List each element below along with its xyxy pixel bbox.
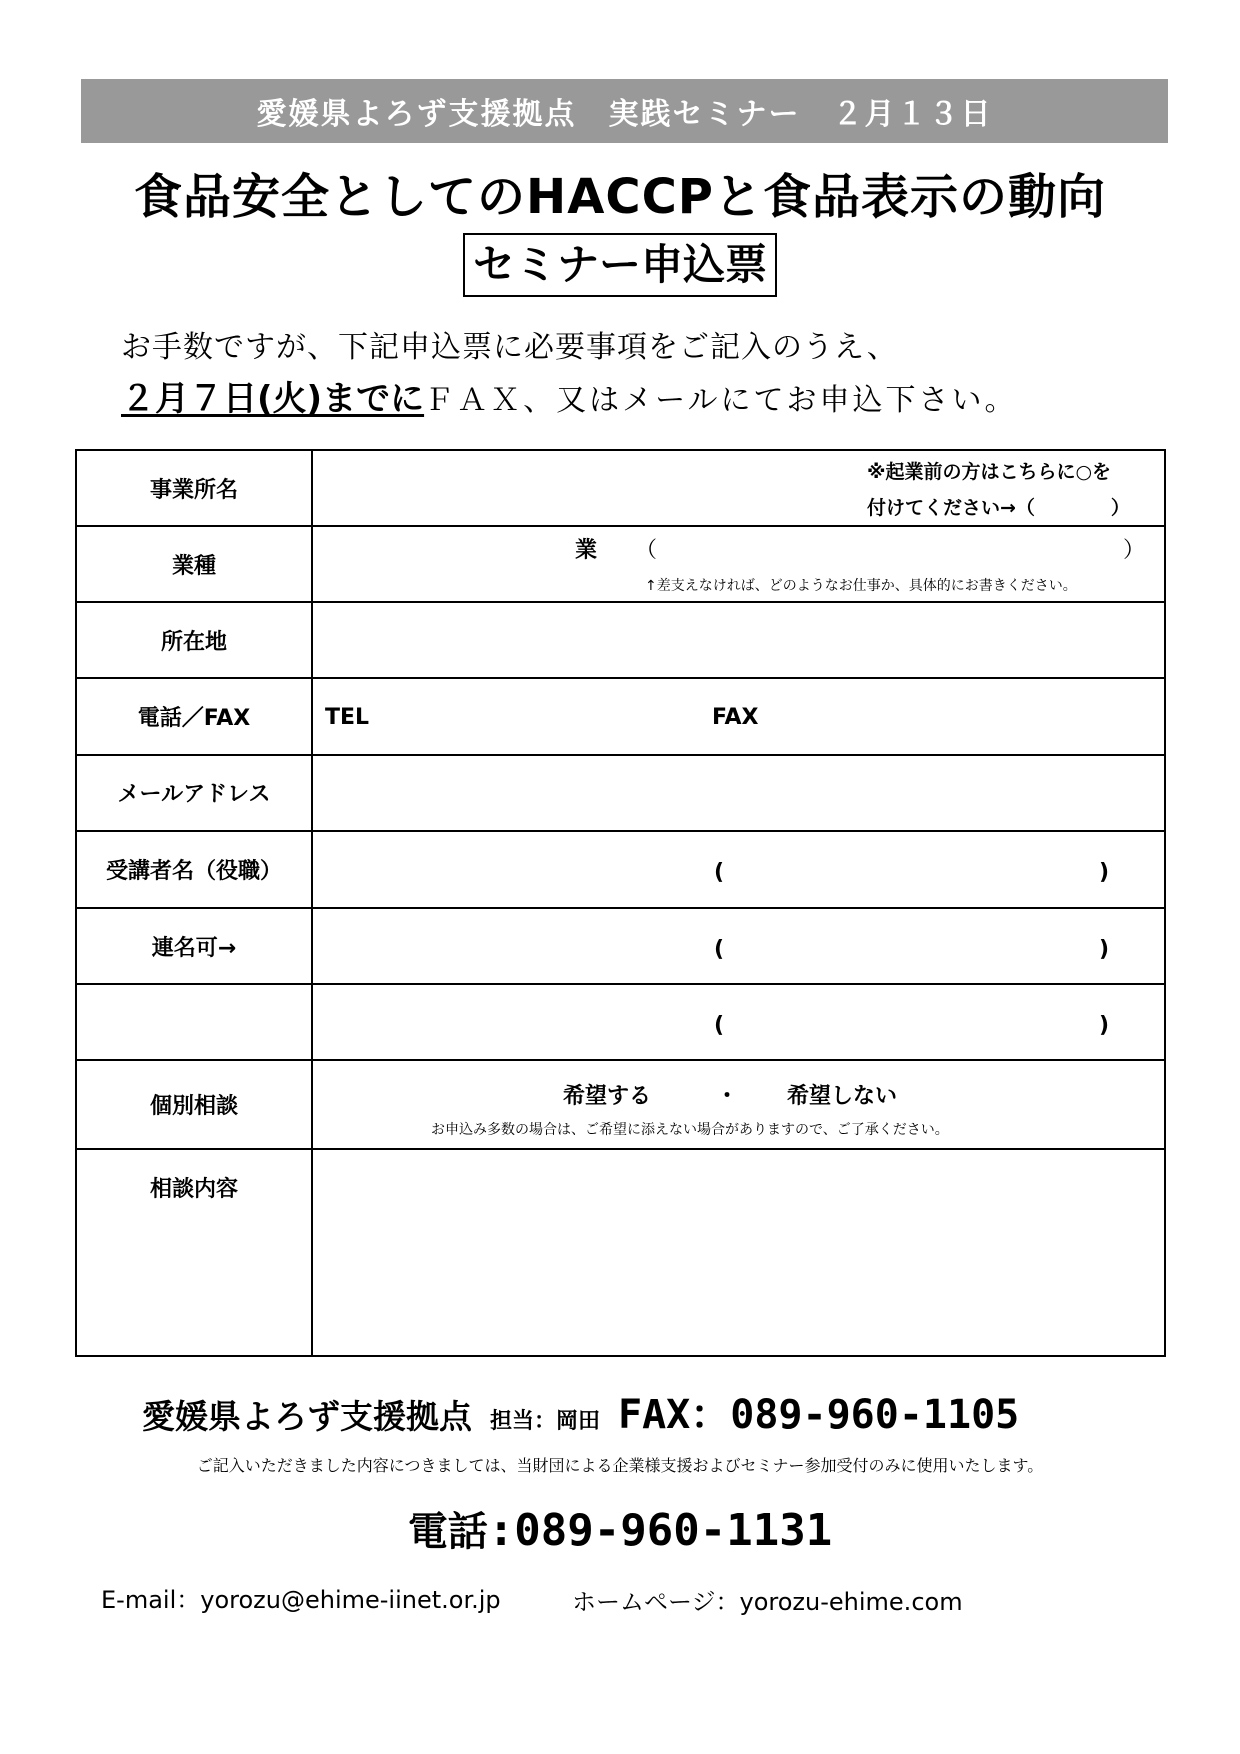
phone-fax-label: 電話／FAX	[76, 678, 312, 754]
consultation-option-yes[interactable]: 希望する	[563, 1084, 652, 1110]
attendee-open-paren: (	[714, 859, 725, 885]
consultation-note: お申込み多数の場合は、ご希望に添えない場合がありますので、ご了承ください。	[431, 1122, 949, 1139]
attendee-close-paren: )	[1099, 859, 1110, 885]
row-email	[76, 755, 1165, 831]
form-subtitle: セミナー申込票	[463, 233, 777, 297]
consultation-field	[312, 1060, 1165, 1149]
pre-startup-note-2: 付けてください→（ ）	[867, 497, 1130, 519]
industry-suffix: 業	[575, 538, 598, 564]
footer-email[interactable]: E-mail：yorozu@ehime-iinet.or.jp	[101, 1586, 501, 1614]
row-address	[76, 602, 1165, 678]
attendee-2-close-paren: )	[1099, 936, 1110, 962]
footer-fax-number: FAX：089-960-1105	[618, 1392, 1020, 1438]
row-business-name	[76, 450, 1165, 526]
seminar-banner: 愛媛県よろず支援拠点 実践セミナー ２月１３日	[81, 79, 1168, 143]
industry-field[interactable]	[312, 526, 1165, 602]
application-form-table	[75, 449, 1166, 1357]
tel-number: :089-960-1131	[487, 1505, 833, 1556]
consultation-content-label: 相談内容	[76, 1149, 312, 1356]
row-attendee-2	[76, 908, 1165, 984]
row-industry	[76, 526, 1165, 602]
attendee-2-open-paren: (	[714, 936, 725, 962]
phone-fax-field[interactable]	[312, 678, 1165, 754]
business-name-label: 事業所名	[76, 450, 312, 526]
address-label: 所在地	[76, 602, 312, 678]
row-attendee-3	[76, 984, 1165, 1060]
attendee-3-open-paren: (	[714, 1013, 725, 1039]
footer-contact-line	[142, 1383, 1019, 1440]
consultation-label: 個別相談	[76, 1060, 312, 1149]
consultation-option-no[interactable]: 希望しない	[787, 1084, 898, 1110]
attendee-field[interactable]	[312, 831, 1165, 908]
privacy-notice: ご記入いただきました内容につきましては、当財団による企業様支援およびセミナー参加受付のみに使用いたします。	[196, 1456, 1044, 1475]
intro-line-2-rest: ＦＡＸ、又はメールにてお申込下さい。	[424, 383, 1018, 418]
consultation-separator: ・	[716, 1084, 739, 1110]
footer-telephone	[0, 1500, 1240, 1557]
attendee-3-field[interactable]	[312, 984, 1165, 1060]
address-field[interactable]	[312, 602, 1165, 678]
industry-note: ↑差支えなければ、どのようなお仕事か、具体的にお書きください。	[645, 578, 1077, 595]
attendee-3-label	[76, 984, 312, 1060]
page-title: 食品安全としてのHACCPと食品表示の動向	[134, 169, 1106, 225]
attendee-2-field[interactable]	[312, 908, 1165, 984]
intro-line-2	[121, 371, 1017, 420]
row-phone-fax	[76, 678, 1165, 754]
email-field[interactable]	[312, 755, 1165, 831]
row-attendee	[76, 831, 1165, 908]
tel-label: 電話	[407, 1509, 488, 1555]
tel-prefix: TEL	[325, 705, 370, 731]
consultation-content-field[interactable]	[312, 1149, 1165, 1356]
fax-prefix: FAX	[712, 705, 759, 731]
row-consultation	[76, 1060, 1165, 1149]
industry-label: 業種	[76, 526, 312, 602]
footer-contact-person: 担当：岡田	[490, 1409, 601, 1434]
attendee-3-close-paren: )	[1099, 1013, 1110, 1039]
intro-line-1: お手数ですが、下記申込票に必要事項をご記入のうえ、	[121, 330, 898, 365]
business-name-field[interactable]	[312, 450, 1165, 526]
industry-close-paren: ）	[1123, 538, 1146, 564]
footer-org-name: 愛媛県よろず支援拠点	[142, 1397, 472, 1436]
attendee-2-label: 連名可→	[76, 908, 312, 984]
footer-homepage[interactable]: ホームページ：yorozu-ehime.com	[572, 1588, 963, 1616]
pre-startup-note-1: ※起業前の方はこちらに○を	[867, 461, 1112, 483]
row-consultation-content	[76, 1149, 1165, 1356]
attendee-label: 受講者名（役職）	[76, 831, 312, 908]
subtitle-wrap	[0, 233, 1240, 297]
email-label: メールアドレス	[76, 755, 312, 831]
deadline-text: ２月７日(火)までに	[121, 379, 425, 419]
industry-open-paren: （	[635, 538, 658, 564]
